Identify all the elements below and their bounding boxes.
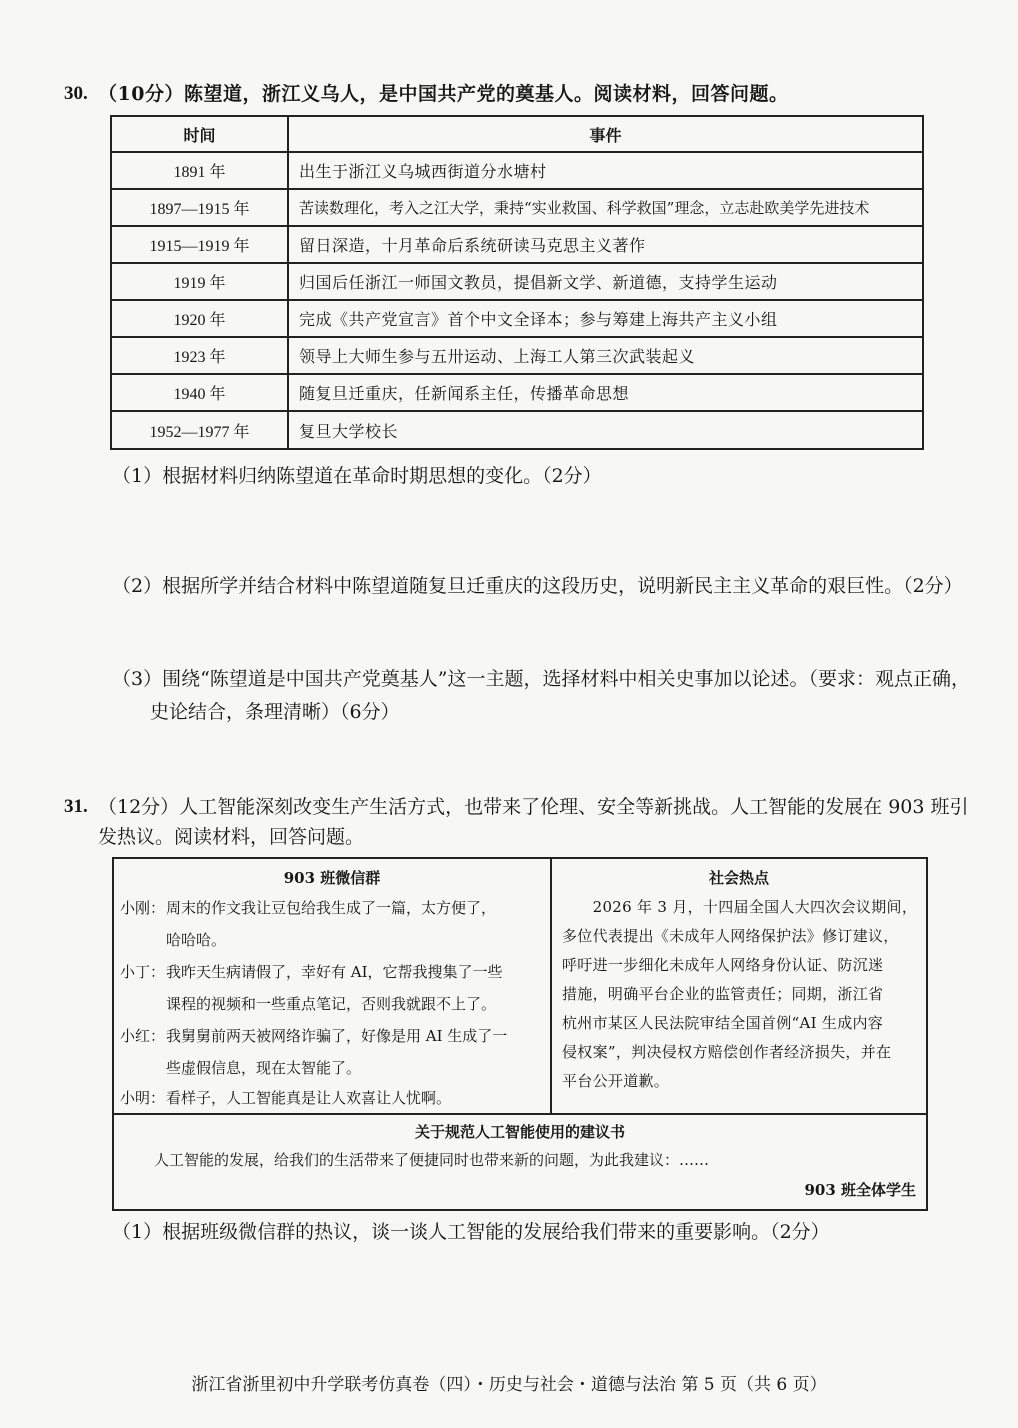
chat-speaker: 小丁： <box>120 963 166 981</box>
social-hotspot-title: 社会热点 <box>708 869 769 887</box>
hotspot-line: 侵权案”，判决侵权方赔偿创作者经济损失，并在 <box>562 1043 892 1061</box>
table-header-row <box>111 116 923 152</box>
header-time: 时间 <box>111 116 288 152</box>
q30-subquestion-3: （3）围绕“陈望道是中国共产党奠基人”这一主题，选择材料中相关史事加以论述。（要求：观点正确， <box>112 668 971 690</box>
row-event: 领导上大师生参与五卅运动、上海工人第三次武装起义 <box>288 337 923 374</box>
q30-stem: （10分）陈望道，浙江义乌人，是中国共产党的奠基人。阅读材料，回答问题。 <box>98 83 789 105</box>
proposal-title: 关于规范人工智能使用的建议书 <box>414 1123 625 1141</box>
q31-stem: （12分）人工智能深刻改变生产生活方式，也带来了伦理、安全等新挑战。人工智能的发展在 903 班引 <box>98 796 969 818</box>
chat-message: 看样子，人工智能真是让人欢喜让人忧啊。 <box>166 1089 452 1107</box>
social-hotspot-panel <box>552 859 926 1115</box>
table-row <box>111 152 923 189</box>
table-row <box>111 189 923 226</box>
hotspot-line: 措施，明确平台企业的监管责任；同期，浙江省 <box>562 985 884 1003</box>
proposal-signature: 903 班全体学生 <box>804 1181 916 1199</box>
row-time: 1915—1919 年 <box>111 226 288 263</box>
row-event: 完成《共产党宣言》首个中文全译本；参与筹建上海共产主义小组 <box>288 300 923 337</box>
row-time: 1952—1977 年 <box>111 411 288 449</box>
q31-number: 31. <box>64 796 88 817</box>
q31-material-box <box>112 857 928 1211</box>
table-row <box>111 300 923 337</box>
table-row <box>111 411 923 449</box>
chat-speaker: 小明： <box>120 1089 166 1107</box>
hotspot-line: 2026 年 3 月，十四届全国人大四次会议期间， <box>562 898 918 916</box>
chat-speaker: 小刚： <box>120 899 166 917</box>
chat-message-cont: 哈哈哈。 <box>166 931 227 949</box>
table-row <box>111 263 923 300</box>
proposal-body: 人工智能的发展，给我们的生活带来了便捷同时也带来新的问题，为此我建议：…… <box>154 1151 710 1169</box>
row-event: 随复旦迁重庆，任新闻系主任，传播革命思想 <box>288 374 923 411</box>
table-row <box>111 226 923 263</box>
row-time: 1891 年 <box>111 152 288 189</box>
hotspot-line: 杭州市某区人民法院审结全国首例“AI 生成内容 <box>562 1014 884 1032</box>
row-event: 出生于浙江义乌城西街道分水塘村 <box>288 152 923 189</box>
row-event: 留日深造，十月革命后系统研读马克思主义著作 <box>288 226 923 263</box>
q31-subquestion-1: （1）根据班级微信群的热议，谈一谈人工智能的发展给我们带来的重要影响。（2分） <box>112 1221 830 1243</box>
row-time: 1940 年 <box>111 374 288 411</box>
q30-number: 30. <box>64 83 88 104</box>
wechat-group-title: 903 班微信群 <box>283 869 381 887</box>
q30-table <box>110 115 924 450</box>
row-event: 复旦大学校长 <box>288 411 923 449</box>
row-time: 1923 年 <box>111 337 288 374</box>
hotspot-line: 多位代表提出《未成年人网络保护法》修订建议， <box>562 927 899 945</box>
row-time: 1897—1915 年 <box>111 189 288 226</box>
q31-stem-cont: 发热议。阅读材料，回答问题。 <box>98 826 365 848</box>
chat-message: 周末的作文我让豆包给我生成了一篇，太方便了， <box>166 899 497 917</box>
row-event: 归国后任浙江一师国文教员，提倡新文学、新道德，支持学生运动 <box>288 263 923 300</box>
proposal-panel <box>114 1115 926 1209</box>
row-event: 苦读数理化，考入之江大学，秉持“实业救国、科学救国”理念，立志赴欧美学先进技术 <box>288 189 923 226</box>
hotspot-line: 平台公开道歉。 <box>562 1072 670 1090</box>
row-time: 1920 年 <box>111 300 288 337</box>
page-footer: 浙江省浙里初中升学联考仿真卷（四）・历史与社会・道德与法治 第 5 页（共 6 页） <box>191 1375 827 1395</box>
chat-message-cont: 些虚假信息，现在太智能了。 <box>166 1059 362 1077</box>
header-event: 事件 <box>288 116 923 152</box>
q30-subquestion-2: （2）根据所学并结合材料中陈望道随复旦迁重庆的这段历史，说明新民主主义革命的艰巨性。（2分） <box>112 575 963 597</box>
wechat-group-panel <box>114 859 552 1115</box>
chat-message: 我舅舅前两天被网络诈骗了，好像是用 AI 生成了一 <box>166 1027 508 1045</box>
q30-subquestion-3-cont: 史论结合，条理清晰）（6分） <box>150 701 400 723</box>
chat-speaker: 小红： <box>120 1027 166 1045</box>
hotspot-line: 呼吁进一步细化未成年人网络身份认证、防沉迷 <box>562 956 884 974</box>
chat-message: 我昨天生病请假了，幸好有 AI，它帮我搜集了一些 <box>166 963 503 981</box>
q30-subquestion-1: （1）根据材料归纳陈望道在革命时期思想的变化。（2分） <box>112 465 602 487</box>
row-time: 1919 年 <box>111 263 288 300</box>
table-row <box>111 374 923 411</box>
chat-message-cont: 课程的视频和一些重点笔记，否则我就跟不上了。 <box>166 995 497 1013</box>
table-row <box>111 337 923 374</box>
